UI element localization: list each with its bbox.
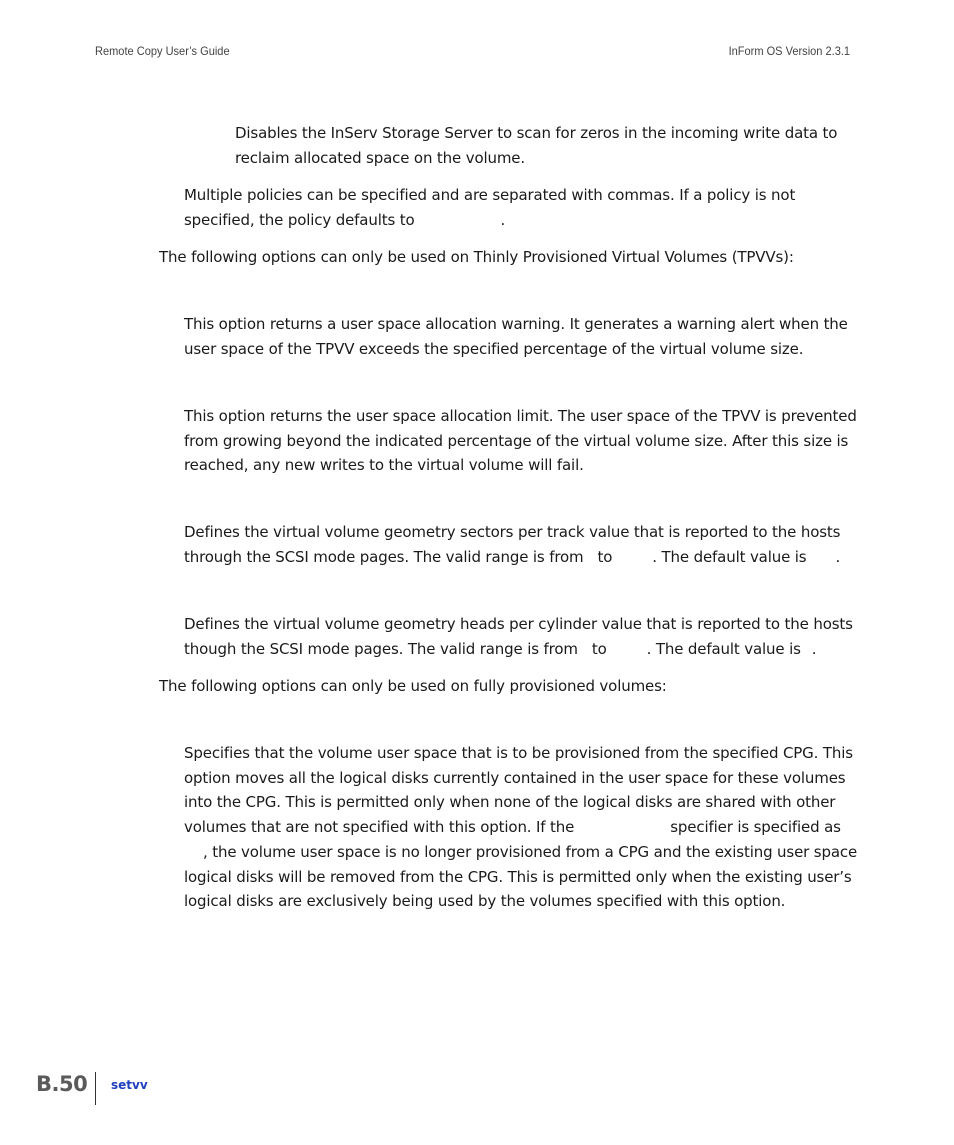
- text-line: from growing beyond the indicated percentage of the virtual volume size. After this size is: [184, 431, 849, 450]
- text-line: Specifies that the volume user space that is to be provisioned from the specified CPG. This: [184, 744, 853, 762]
- text-fragment: to: [591, 639, 607, 658]
- text-line: reclaim allocated space on the volume.: [235, 148, 526, 167]
- snp-cpg-description: [184, 741, 857, 914]
- usr-alloc-limit-description: [184, 404, 857, 478]
- text-line: This option returns a user space allocation warning. It generates a warning alert when the: [184, 315, 848, 333]
- text-fragment: though the SCSI mode pages. The valid range is from: [184, 639, 578, 658]
- text-fragment: .: [835, 547, 841, 566]
- text-line: option moves all the logical disks currently contained in the user space for these volumes: [184, 768, 846, 787]
- text-line: reached, any new writes to the virtual volume will fail.: [184, 456, 584, 475]
- text-fragment: . The default value is: [646, 639, 801, 658]
- tpvv-options-intro: [159, 245, 794, 270]
- usr-alloc-warning-description: [184, 312, 848, 361]
- text-fragment: .: [500, 210, 506, 229]
- section-link-setvv[interactable]: setvv: [111, 1078, 148, 1092]
- page-number: B.50: [36, 1072, 88, 1096]
- header-os-version: InForm OS Version 2.3.1: [728, 44, 850, 58]
- text-fragment: volumes that are not specified with this option. If the: [184, 818, 575, 837]
- text-fragment: specifier is specified as: [670, 818, 841, 837]
- full-provision-options-intro: [159, 674, 667, 699]
- text-line: user space of the TPVV exceeds the specified percentage of the virtual volume size.: [184, 339, 804, 358]
- text-line: The following options can only be used on fully provisioned volumes:: [159, 677, 667, 695]
- text-line: This option returns the user space allocation limit. The user space of the TPVV is prevented: [184, 407, 857, 425]
- text-fragment: through the SCSI mode pages. The valid range is from: [184, 547, 584, 566]
- text-line: logical disks will be removed from the CPG. This is permitted only when the existing user’s: [184, 867, 852, 886]
- header-guide-title: Remote Copy User’s Guide: [95, 44, 230, 58]
- policies-note: [184, 183, 795, 232]
- text-line: Disables the InServ Storage Server to scan for zeros in the incoming write data to: [235, 124, 838, 142]
- text-line: Defines the virtual volume geometry sectors per track value that is reported to the hosts: [184, 523, 841, 541]
- zero-detect-description: [235, 121, 837, 170]
- text-line: logical disks are exclusively being used by the volumes specified with this option.: [184, 892, 786, 911]
- text-fragment: specified, the policy defaults to: [184, 210, 415, 229]
- text-line: Defines the virtual volume geometry heads per cylinder value that is reported to the hosts: [184, 615, 853, 633]
- text-fragment: . The default value is: [652, 547, 807, 566]
- footer-divider: [95, 1072, 96, 1105]
- text-fragment: to: [597, 547, 613, 566]
- text-line: Multiple policies can be specified and are separated with commas. If a policy is not: [184, 186, 796, 204]
- text-line: into the CPG. This is permitted only when none of the logical disks are shared with other: [184, 793, 836, 812]
- sectors-per-track-description: [184, 520, 840, 569]
- text-fragment: , the volume user space is no longer provisioned from a CPG and the existing user space: [203, 842, 858, 861]
- heads-per-cylinder-description: [184, 612, 853, 661]
- text-fragment: .: [811, 639, 817, 658]
- text-line: The following options can only be used on Thinly Provisioned Virtual Volumes (TPVVs):: [159, 248, 794, 266]
